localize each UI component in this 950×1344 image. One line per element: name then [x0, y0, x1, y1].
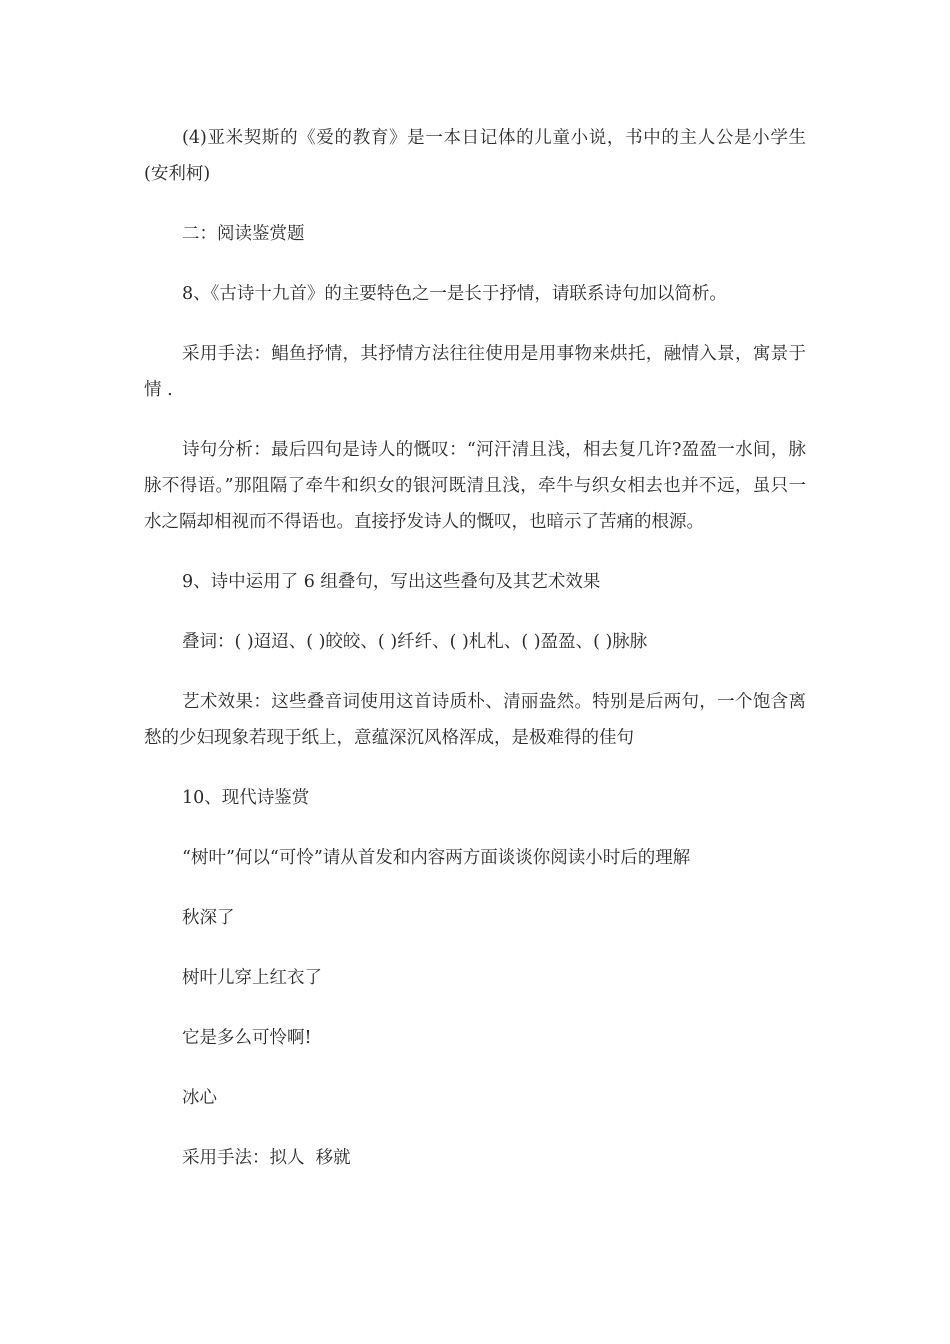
question-9: 9、诗中运用了 6 组叠句，写出这些叠句及其艺术效果	[182, 572, 601, 592]
answer-9-artistic-effect: 艺术效果：这些叠音词使用这首诗质朴、清丽盎然。特别是后两句，一个饱含离愁的少妇现象若现于纸上，意蕴深沉风格浑成，是极难得的佳句	[144, 692, 806, 748]
answer-9-reduplicated-words: 叠词：( )迢迢、( )皎皎、( )纤纤、( )札札、( )盈盈、( )脉脉	[182, 632, 648, 652]
answer-8-analysis: 诗句分析：最后四句是诗人的慨叹：“河汗清且浅，相去复几许?盈盈一水间，脉脉不得语。”那阻隔了牵牛和织女的银河既清且浅，牵牛与织女相去也并不远，虽只一水之隔却相视而不得语也。直接抒发诗人的慨叹，也暗示了苦痛的根源。	[144, 440, 806, 532]
poem-line-2: 树叶儿穿上红衣了	[182, 968, 322, 988]
answer-10-technique: 采用手法：拟人 移就	[182, 1148, 351, 1168]
answer-8-technique: 采用手法：鲳鱼抒情，其抒情方法往往使用是用事物来烘托，融情入景，寓景于情 .	[144, 344, 806, 400]
question-10: 10、现代诗鉴赏	[182, 788, 310, 808]
question-10-prompt: “树叶”何以“可怜”请从首发和内容两方面谈谈你阅读小时后的理解	[182, 848, 691, 868]
poem-author: 冰心	[182, 1088, 217, 1108]
question-8: 8、《古诗十九首》的主要特色之一是长于抒情，请联系诗句加以简析。	[182, 284, 727, 304]
paragraph-novel-note: (4)亚米契斯的《爱的教育》是一本日记体的儿童小说，书中的主人公是小学生(安利柯)	[144, 128, 806, 184]
poem-line-1: 秋深了	[182, 908, 235, 928]
poem-line-3: 它是多么可怜啊!	[182, 1028, 312, 1048]
section-heading-reading: 二：阅读鉴赏题	[182, 224, 305, 244]
document-body	[144, 120, 806, 1200]
